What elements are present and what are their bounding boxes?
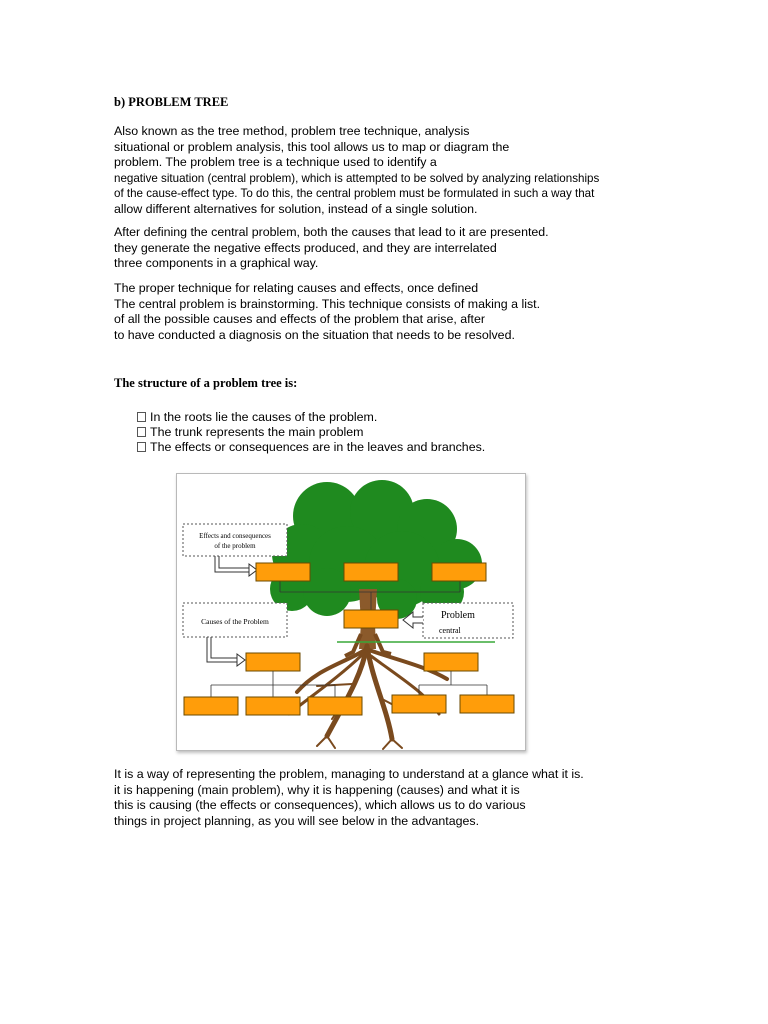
text-line: to have conducted a diagnosis on the situation that needs to be resolved. bbox=[114, 327, 515, 342]
central-label: central bbox=[439, 626, 461, 635]
text-line: Also known as the tree method, problem tree technique, analysis bbox=[114, 124, 470, 138]
text-line: allow different alternatives for solution, instead of a single solution. bbox=[114, 201, 478, 216]
text-line: It is a way of representing the problem, managing to understand at a glance what it is. bbox=[114, 767, 584, 781]
sub-cause-box bbox=[184, 697, 238, 715]
list-item-text: In the roots lie the causes of the problem. bbox=[150, 410, 378, 424]
list-item-text: The effects or consequences are in the leaves and branches. bbox=[150, 440, 486, 454]
sub-cause-box bbox=[308, 697, 362, 715]
effects-label-line-1: Effects and consequences bbox=[199, 532, 271, 540]
intro-paragraph bbox=[114, 124, 599, 217]
sub-cause-box bbox=[392, 695, 446, 713]
effects-arrow-icon bbox=[215, 556, 249, 572]
section-heading: b) PROBLEM TREE bbox=[114, 95, 229, 109]
sub-cause-box bbox=[460, 695, 514, 713]
text-line: After defining the central problem, both the causes that lead to it are presented. bbox=[114, 225, 549, 239]
text-line: things in project planning, as you will see below in the advantages. bbox=[114, 813, 480, 828]
causes-row-2 bbox=[184, 695, 514, 715]
bullet-box-icon bbox=[137, 427, 146, 437]
paragraph-3 bbox=[114, 281, 540, 343]
list-item bbox=[137, 410, 485, 425]
bullet-box-icon bbox=[137, 412, 146, 422]
effects-callout-box bbox=[183, 524, 287, 556]
sub-cause-box bbox=[246, 697, 300, 715]
text-line: problem. The problem tree is a technique used to identify a bbox=[114, 155, 437, 169]
text-line: situational or problem analysis, this tool allows us to map or diagram the bbox=[114, 139, 510, 154]
structure-heading: The structure of a problem tree is: bbox=[114, 376, 298, 390]
closing-paragraph bbox=[114, 767, 584, 829]
text-line: of the cause-effect type. To do this, the central problem must be formulated in such a way that bbox=[114, 187, 595, 200]
text-line: it is happening (main problem), why it is happening (causes) and what it is bbox=[114, 782, 520, 797]
causes-label: Causes of the Problem bbox=[201, 617, 269, 626]
text-line: The central problem is brainstorming. This technique consists of making a list. bbox=[114, 296, 541, 311]
list-item-text: The trunk represents the main problem bbox=[150, 425, 364, 439]
text-line: negative situation (central problem), which is attempted to be solved by analyzing relationships bbox=[114, 171, 600, 185]
text-line: they generate the negative effects produced, and they are interrelated bbox=[114, 240, 497, 255]
cause-box bbox=[424, 653, 478, 671]
bullet-box-icon bbox=[137, 442, 146, 452]
cause-box bbox=[246, 653, 300, 671]
list-item bbox=[137, 440, 485, 455]
list-item bbox=[137, 425, 485, 440]
structure-list bbox=[137, 410, 485, 455]
effect-box bbox=[344, 563, 398, 581]
effect-box bbox=[256, 563, 310, 581]
problem-tree-diagram bbox=[176, 473, 526, 751]
paragraph-2 bbox=[114, 225, 549, 272]
effect-box bbox=[432, 563, 486, 581]
problem-label: Problem bbox=[441, 610, 475, 621]
central-problem-box bbox=[344, 610, 398, 628]
effects-label-line-2: of the problem bbox=[214, 542, 256, 550]
text-line: of all the possible causes and effects of the problem that arise, after bbox=[114, 312, 486, 326]
text-line: three components in a graphical way. bbox=[114, 256, 319, 270]
text-line: The proper technique for relating causes and effects, once defined bbox=[114, 281, 479, 295]
text-line: this is causing (the effects or consequences), which allows us to do various bbox=[114, 798, 526, 812]
